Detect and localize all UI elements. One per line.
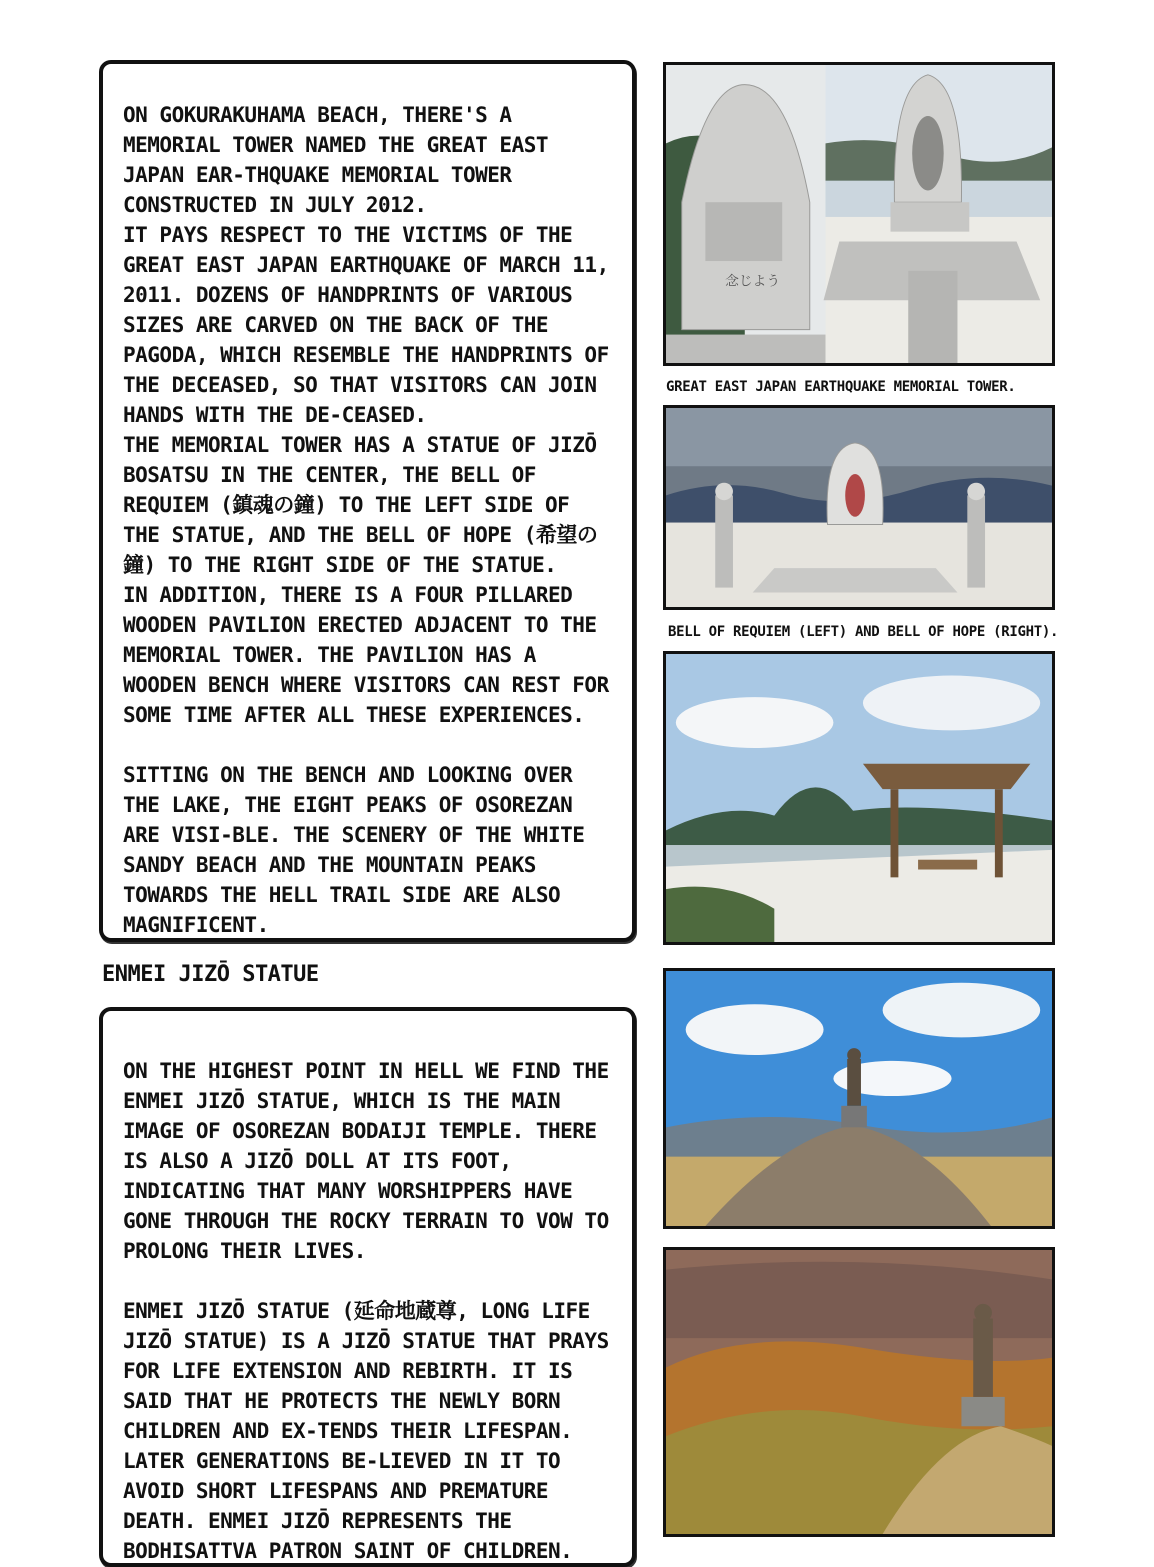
- paragraph: ON GOKURAKUHAMA BEACH, THERE'S A MEMORIAL TOWER NAMED THE GREAT EAST JAPAN EAR-THQUAKE MEMORIAL TOWER CONSTRUCTED IN JULY 2012.: [123, 103, 549, 217]
- paragraph: THE MEMORIAL TOWER HAS A STATUE OF JIZŌ BOSATSU IN THE CENTER, THE BELL OF REQUIEM (鎮魂の鐘) TO THE LEFT SIDE OF THE STATUE, AND THE BELL OF HOPE (希望の鐘) TO THE RIGHT SIDE OF THE STATUE.: [123, 433, 598, 577]
- panel-memorial-text: [123, 100, 614, 940]
- caption-memorial-tower: GREAT EAST JAPAN EARTHQUAKE MEMORIAL TOWER.: [666, 379, 1016, 395]
- caption-bells: BELL OF REQUIEM (LEFT) AND BELL OF HOPE (RIGHT).: [668, 624, 1059, 640]
- text-panel-enmei-jizo: [99, 1007, 636, 1567]
- paragraph: SITTING ON THE BENCH AND LOOKING OVER THE LAKE, THE EIGHT PEAKS OF OSOREZAN ARE VISI-BLE. THE SCENERY OF THE WHITE SANDY BEACH AND THE MOUNTAIN PEAKS TOWARDS THE HELL TRAIL SIDE ARE ALSO MAGNIFICENT.: [123, 763, 585, 937]
- paragraph: ENMEI JIZŌ STATUE (延命地蔵尊, LONG LIFE JIZŌ STATUE) IS A JIZŌ STATUE THAT PRAYS FOR LIFE EXTENSION AND REBIRTH. IT IS SAID THAT HE PROTECTS THE NEWLY BORN CHILDREN AND EX-TENDS THEIR LIFESPAN. LATER GENERATIONS BE-LIEVED IN IT TO AVOID SHORT LIFESPANS AND PREMATURE DEATH. ENMEI JIZŌ REPRESENTS THE BODHISATTVA PATRON SAINT OF CHILDREN.: [123, 1299, 609, 1563]
- paragraph: IT PAYS RESPECT TO THE VICTIMS OF THE GREAT EAST JAPAN EARTHQUAKE OF MARCH 11, 2011. DOZENS OF HANDPRINTS OF VARIOUS SIZES ARE CARVED ON THE BACK OF THE PAGODA, WHICH RESEMBLE THE HANDPRINTS OF THE DECEASED, SO THAT VISITORS CAN JOIN HANDS WITH THE DE-CEASED.: [123, 223, 609, 427]
- panel-enmei-text: [123, 1056, 614, 1566]
- photo-memorial-tower: [663, 62, 1055, 366]
- paragraph: ON THE HIGHEST POINT IN HELL WE FIND THE ENMEI JIZŌ STATUE, WHICH IS THE MAIN IMAGE OF OSOREZAN BODAIJI TEMPLE. THERE IS ALSO A JIZŌ DOLL AT ITS FOOT, INDICATING THAT MANY WORSHIPPERS HAVE GONE THROUGH THE ROCKY TERRAIN TO VOW TO PROLONG THEIR LIVES.: [123, 1059, 609, 1263]
- photo-pavilion: [663, 651, 1055, 945]
- svg-text:念じよう: 念じよう: [725, 273, 781, 290]
- paragraph: IN ADDITION, THERE IS A FOUR PILLARED WOODEN PAVILION ERECTED ADJACENT TO THE MEMORIAL TOWER. THE PAVILION HAS A WOODEN BENCH WHERE VISITORS CAN REST FOR SOME TIME AFTER ALL THESE EXPERIENCES.: [123, 583, 609, 727]
- photo-bells: [663, 405, 1055, 610]
- text-panel-memorial: [99, 60, 636, 942]
- photo-jizo-mountain: [663, 1247, 1055, 1537]
- section-heading: ENMEI JIZŌ STATUE: [102, 962, 319, 987]
- photo-enmei-jizo: [663, 968, 1055, 1229]
